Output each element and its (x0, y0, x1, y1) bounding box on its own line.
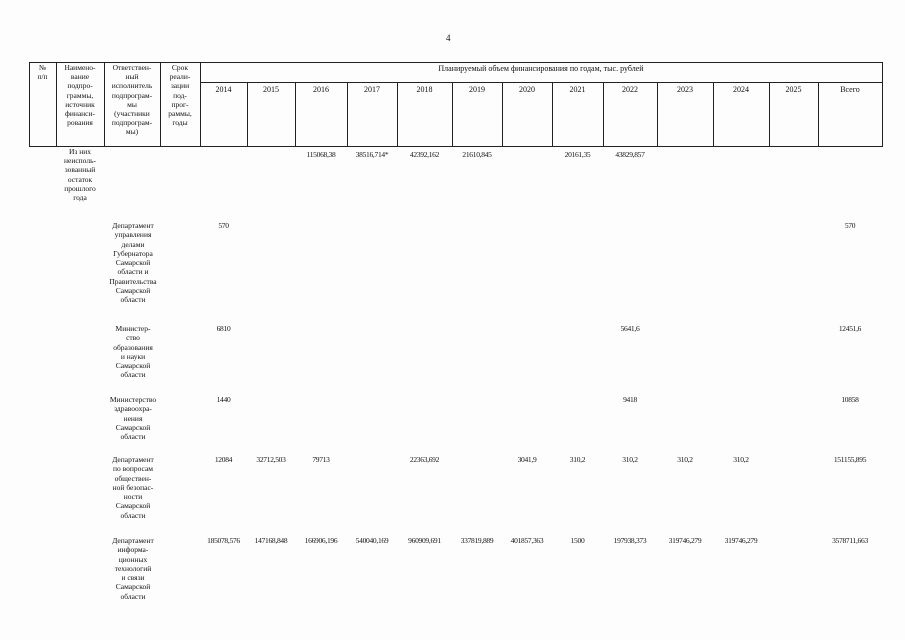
table-cell: 3578711,663 (832, 536, 868, 545)
col-border (200, 62, 201, 147)
col-border (882, 62, 883, 147)
year-2023: 2023 (677, 85, 693, 94)
header-term: Срок реали- зации под- прог- раммы, годы (168, 63, 192, 128)
table-cell: 319746,279 (668, 536, 702, 545)
table-cell: 960909,691 (408, 536, 441, 545)
table-cell: 540040,169 (355, 536, 389, 545)
table-cell: 5641,6 (620, 324, 640, 333)
table-cell: 310,2 (622, 455, 638, 464)
table-cell: 21610,845 (462, 150, 492, 159)
header-executor: Ответствен- ный исполнитель подпрограм- мы (участники подпрограм- мы) (111, 63, 153, 137)
header-name: Наимено- вание подпро- граммы, источник финанси- рования (64, 63, 96, 128)
table-cell: 310,2 (733, 455, 749, 464)
year-2015: 2015 (263, 85, 279, 94)
table-cell: 20161,35 (564, 150, 591, 159)
year-2016: 2016 (313, 85, 329, 94)
table-cell: 6810 (216, 324, 231, 333)
year-total: Всего (840, 85, 860, 94)
executor-department-it-communications: Департамент информа- ционных технологий и связи Самарской области (112, 536, 154, 601)
table-cell: 185078,576 (207, 536, 240, 545)
table-cell: 115068,38 (306, 150, 336, 159)
table-cell: 570 (844, 221, 856, 230)
table-cell: 79713 (312, 455, 330, 464)
table-cell: 319746,279 (724, 536, 758, 545)
table-cell: 401857,363 (510, 536, 544, 545)
year-2018: 2018 (416, 85, 433, 94)
row-name-unused-remainder: Из них неисполь- зованный остаток прошлого года (63, 147, 96, 203)
year-2025: 2025 (785, 85, 802, 94)
year-2024: 2024 (733, 85, 749, 94)
table-cell: 9418 (623, 395, 637, 404)
table-cell: 570 (218, 221, 229, 230)
years-header-divider (200, 82, 882, 83)
year-2020: 2020 (519, 85, 535, 94)
executor-ministry-health: Министерство здравоохра- нения Самарской области (109, 395, 157, 442)
table-cell: 166906,196 (304, 536, 338, 545)
header-number: № п/п (37, 63, 48, 82)
executor-department-public-security: Департамент по вопросам обществен- ной безопас- ности Самарской области (112, 455, 154, 520)
table-cell: 12084 (214, 455, 233, 464)
table-cell: 151155,895 (833, 455, 867, 464)
table-cell: 197938,373 (613, 536, 647, 545)
executor-ministry-education: Министер- ство образования и науки Самарской области (113, 324, 153, 380)
year-2022: 2022 (622, 85, 638, 94)
table-cell: 38516,714* (355, 150, 389, 159)
page-number: 4 (446, 33, 451, 43)
table-cell: 147168,848 (254, 536, 288, 545)
table-cell: 1500 (570, 536, 585, 545)
executor-department-governor-affairs: Департамент управления делами Губернатора Самарской области и Правительства Самарской области (109, 221, 157, 305)
header-bottom-border (29, 146, 882, 147)
table-cell: 10858 (841, 395, 859, 404)
year-2017: 2017 (364, 85, 380, 94)
table-cell: 1440 (216, 395, 231, 404)
table-cell: 32712,503 (256, 455, 286, 464)
year-2019: 2019 (469, 85, 485, 94)
table-cell: 43829,857 (615, 150, 645, 159)
table-cell: 3041,9 (517, 455, 537, 464)
header-funding-title: Планируемый объем финансирования по годам, тыс. рублей (438, 64, 644, 73)
year-2014: 2014 (215, 85, 232, 94)
year-2021: 2021 (569, 85, 586, 94)
table-cell: 22363,692 (409, 455, 440, 464)
table-cell: 42392,162 (409, 150, 440, 159)
table-cell: 337819,889 (460, 536, 494, 545)
table-cell: 310,2 (569, 455, 586, 464)
table-cell: 12451,6 (838, 324, 862, 333)
table-cell: 310,2 (677, 455, 693, 464)
